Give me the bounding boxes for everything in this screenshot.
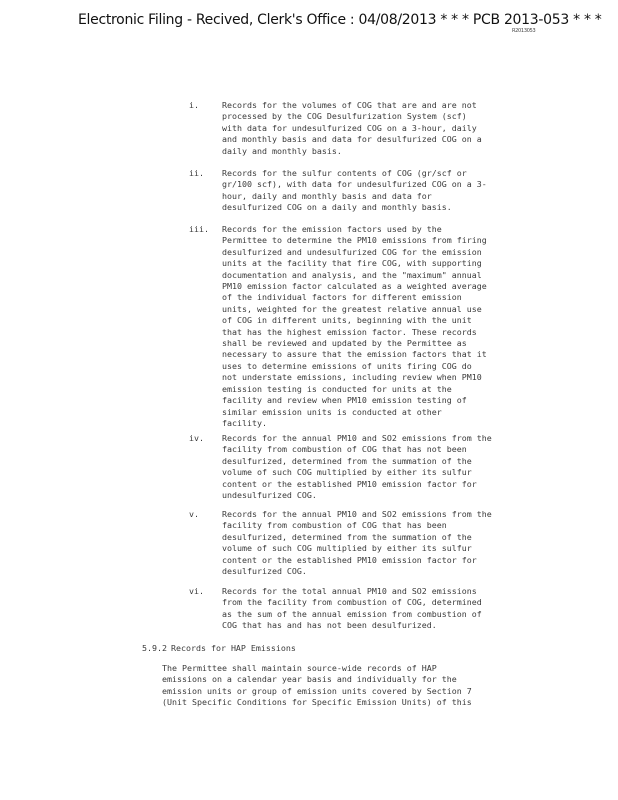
item-number: vi. [189, 586, 204, 596]
item-text: Records for the volumes of COG that are and are not processed by the COG Desulfurization System (scf) with data for undesulfurized COG on a 3-hour, daily and monthly basis and data for desulfurized COG on a daily and monthly basis. [222, 100, 482, 156]
item-text: Records for the annual PM10 and SO2 emissions from the facility from combustion of COG that has not been desulfurized, determined from the summation of the volume of such COG multiplied by either its sulfur content or the established PM10 emission factor for undesulfurized COG. [222, 433, 492, 501]
item-text: Records for the sulfur contents of COG (gr/scf or gr/100 scf), with data for undesulfurized COG on a 3- hour, daily and monthly basis and data for desulfurized COG on a daily and monthly basis. [222, 168, 487, 213]
item-number: iv. [189, 433, 204, 443]
item-number: v. [189, 509, 199, 519]
filing-header-title: Electronic Filing - Recived, Clerk's Office : 04/08/2013 * * * PCB 2013-053 * * * [78, 12, 602, 28]
filing-stamp: R2013053 [512, 28, 536, 34]
section-paragraph: The Permittee shall maintain source-wide records of HAP emissions on a calendar year basis and individually for the emission units or group of emission units covered by Section 7 (Unit Specific Conditions for Specific Emission Units) of this [162, 663, 472, 708]
item-number: iii. [189, 224, 209, 234]
item-number: i. [189, 100, 199, 110]
section-heading [142, 643, 296, 654]
section-title: Records for HAP Emissions [171, 643, 296, 653]
item-text: Records for the total annual PM10 and SO2 emissions from the facility from combustion of COG, determined as the sum of the annual emission from combustion of COG that has and has not been desulfurized. [222, 586, 482, 631]
item-text: Records for the annual PM10 and SO2 emissions from the facility from combustion of COG that has been desulfurized, determined from the summation of the volume of such COG multiplied by either its sulfur content or the established PM10 emission factor for desulfurized COG. [222, 509, 492, 577]
item-number: ii. [189, 168, 204, 178]
filing-header [78, 12, 602, 34]
item-text: Records for the emission factors used by the Permittee to determine the PM10 emissions from firing desulfurized and undesulfurized COG for the emission units at the facility that fire COG, with supporting documentation and analysis, and the "maximum" annual PM10 emission factor calculated as a weighted average of the individual factors for different emission units, weighted for the greatest relative annual use of COG in different units, beginning with the unit that has the highest emission factor. These records shall be reviewed and updated by the Permittee as necessary to assure that the emission factors that it uses to determine emissions of units firing COG do not understate emissions, including review when PM10 emission testing is conducted for units at the facility and review when PM10 emission testing of similar emission units is conducted at other facility. [222, 224, 487, 428]
section-number: 5.9.2 [142, 643, 167, 653]
